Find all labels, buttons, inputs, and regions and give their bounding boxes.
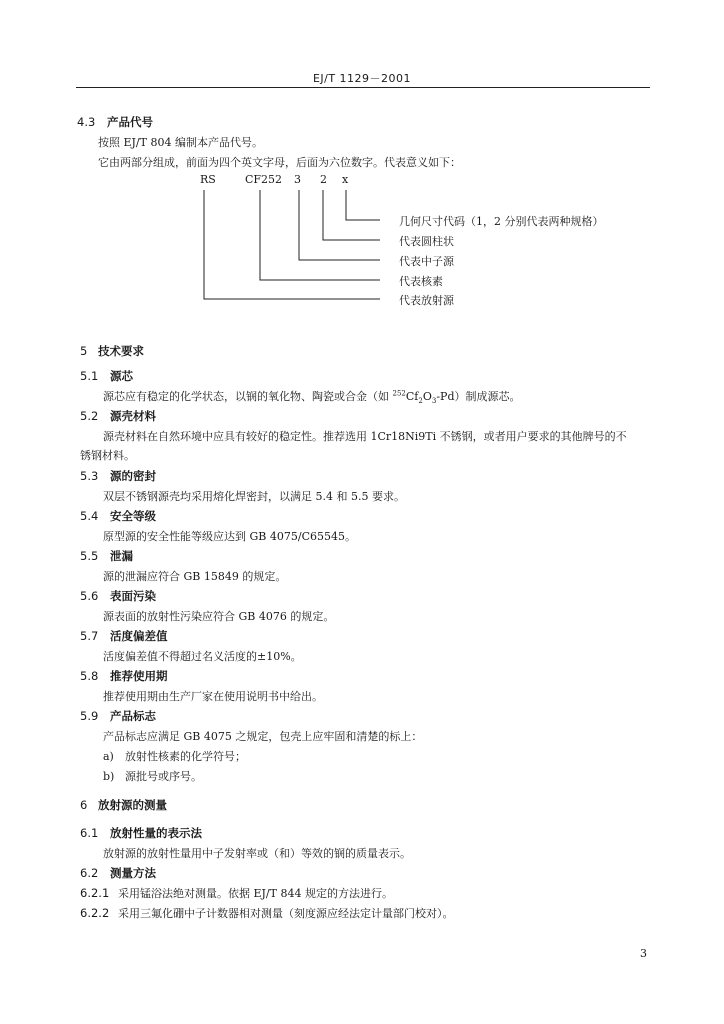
standard-number-header: EJ/T 1129－2001 — [312, 72, 412, 85]
bracket-letters — [204, 190, 380, 299]
s5-1-text — [103, 388, 521, 405]
section-6-1-heading — [80, 825, 202, 841]
section-title: 源的密封 — [110, 469, 156, 483]
mass-number: 252 — [392, 389, 406, 398]
section-number: 5.3 — [80, 469, 99, 483]
s5-7-text: 活度偏差值不得超过名义活度的±10%。 — [103, 650, 302, 663]
subscript: 3 — [431, 397, 437, 406]
section-number: 5.4 — [80, 509, 99, 523]
s5-8-text: 推荐使用期由生产厂家在使用说明书中给出。 — [103, 690, 323, 703]
element-symbol: Cf — [405, 390, 419, 403]
section-number: 5.2 — [80, 409, 99, 423]
text-before: 源芯应有稳定的化学状态，以锎的氧化物、陶瓷或合金（如 — [103, 390, 393, 403]
section-number: 6 — [80, 798, 88, 812]
section-5-8-heading — [80, 668, 168, 684]
section-number: 6.1 — [80, 826, 99, 840]
section-number: 5.1 — [80, 369, 99, 383]
section-5-2-heading — [80, 408, 156, 424]
section-number: 4.3 — [77, 115, 96, 129]
s5-5-text: 源的泄漏应符合 GB 15849 的规定。 — [103, 570, 287, 583]
section-5-9-heading — [80, 708, 156, 724]
section-5-3-heading — [80, 468, 156, 484]
section-title: 活度偏差值 — [110, 629, 168, 643]
legend-type: 代表中子源 — [399, 255, 454, 268]
section-5-5-heading — [80, 548, 133, 564]
section-title: 推荐使用期 — [110, 669, 168, 683]
section-title: 测量方法 — [110, 866, 156, 880]
section-title: 表面污染 — [110, 589, 156, 603]
code-part-shape: 2 — [320, 173, 327, 186]
section-number: 5.7 — [80, 629, 99, 643]
section-6-2-1 — [80, 885, 393, 901]
section-number: 6.2.2 — [80, 906, 110, 920]
oxygen-symbol: O — [422, 390, 432, 403]
mark-text: 源批号或序号。 — [125, 770, 202, 783]
section-5-heading — [80, 343, 144, 359]
bracket-nuclide — [260, 190, 380, 280]
s43-line2: 它由两部分组成，前面为四个英文字母，后面为六位数字。代表意义如下： — [98, 156, 461, 169]
code-part-nuclide: CF252 — [245, 173, 283, 186]
s5-6-text: 源表面的放射性污染应符合 GB 4076 的规定。 — [103, 610, 335, 623]
subscript: 2 — [418, 397, 423, 406]
section-5-4-heading — [80, 508, 156, 524]
section-title: 泄漏 — [110, 549, 133, 563]
section-title: 产品标志 — [110, 709, 156, 723]
legend-nuclide: 代表核素 — [399, 275, 443, 288]
legend-source: 代表放射源 — [399, 294, 454, 307]
legend-size: 几何尺寸代码（1，2 分别代表两种规格） — [399, 215, 604, 228]
section-5-1-heading — [80, 368, 133, 384]
section-number: 5.9 — [80, 709, 99, 723]
s5-3-text: 双层不锈钢源壳均采用熔化焊密封，以满足 5.4 和 5.5 要求。 — [103, 490, 405, 503]
s5-2-text-line2: 锈钢材料。 — [80, 449, 135, 462]
section-text: 采用锰浴法绝对测量。依据 EJ/T 844 规定的方法进行。 — [118, 887, 393, 900]
s5-2-text-line1: 源壳材料在自然环境中应具有较好的稳定性。推荐选用 1Cr18Ni9Ti 不锈钢，或者用户要求的其他牌号的不 — [103, 430, 627, 443]
section-5-7-heading — [80, 628, 168, 644]
bracket-shape — [323, 190, 380, 240]
section-number: 5 — [80, 344, 88, 358]
section-title: 放射性量的表示法 — [110, 826, 202, 840]
code-part-letters: RS — [200, 173, 216, 186]
section-title: 放射源的测量 — [98, 798, 167, 812]
bracket-size — [346, 190, 380, 220]
section-5-6-heading — [80, 588, 156, 604]
mark-text: 放射性核素的化学符号； — [125, 750, 246, 763]
section-title: 技术要求 — [98, 344, 144, 358]
section-title: 产品代号 — [107, 115, 153, 129]
section-title: 源壳材料 — [110, 409, 156, 423]
legend-shape: 代表圆柱状 — [399, 235, 454, 248]
code-part-type: 3 — [294, 173, 301, 186]
section-number: 6.2.1 — [80, 886, 110, 900]
page-number: 3 — [640, 947, 647, 960]
section-number: 5.5 — [80, 549, 99, 563]
code-bracket-diagram — [0, 0, 724, 330]
section-6-2-2 — [80, 905, 454, 921]
mark-label: a) — [103, 750, 114, 763]
section-number: 5.6 — [80, 589, 99, 603]
mark-item-b — [103, 768, 202, 784]
s43-line1: 按照 EJ/T 804 编制本产品代号。 — [98, 136, 263, 149]
section-number: 5.8 — [80, 669, 99, 683]
s6-1-text: 放射源的放射性量用中子发射率或（和）等效的锎的质量表示。 — [103, 847, 411, 860]
section-6-2-heading — [80, 865, 156, 881]
section-text: 采用三氟化硼中子计数器相对测量（刻度源应经法定计量部门校对）。 — [118, 907, 454, 920]
section-6-heading — [80, 797, 167, 813]
mark-item-a — [103, 748, 246, 764]
section-number: 6.2 — [80, 866, 99, 880]
section-title: 源芯 — [110, 369, 133, 383]
s5-9-text: 产品标志应满足 GB 4075 之规定，包壳上应牢固和清楚的标上： — [103, 730, 423, 743]
s5-4-text: 原型源的安全性能等级应达到 GB 4075/C65545。 — [103, 530, 356, 543]
code-part-size: x — [342, 173, 349, 186]
section-title: 安全等级 — [110, 509, 156, 523]
text-after: -Pd）制成源芯。 — [436, 390, 521, 403]
mark-label: b) — [103, 770, 115, 783]
bracket-type — [299, 190, 380, 260]
